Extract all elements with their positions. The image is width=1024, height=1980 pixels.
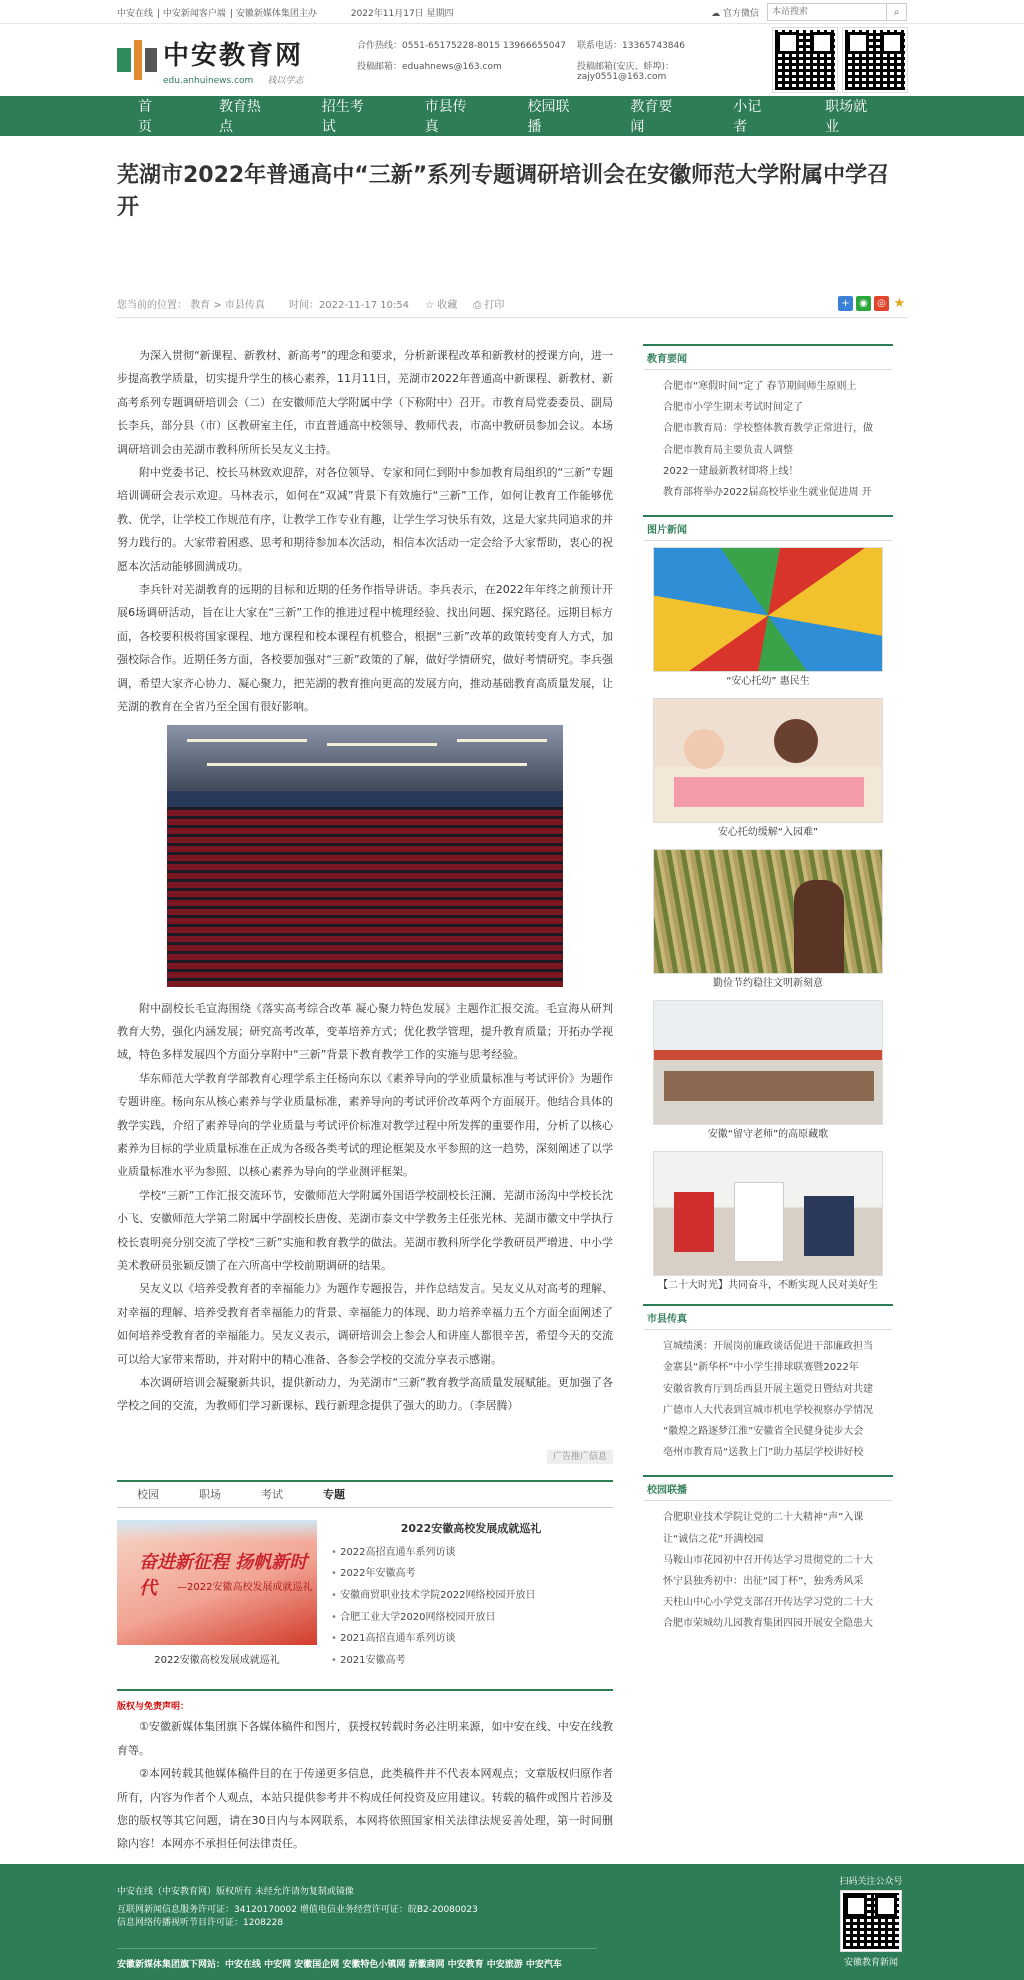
- top-link-group[interactable]: 安徽新媒体集团主办: [235, 8, 317, 19]
- footer-sites[interactable]: 安徽新媒体集团旗下网站：中安在线 中安网 安徽国企网 安徽特色小镇网 新徽商网 中安教育 中安旅游 中安汽车: [117, 1948, 597, 1970]
- ad-tag: 广告推广信息: [547, 1450, 613, 1464]
- topic-tabs: [117, 1480, 613, 1508]
- top-link-app[interactable]: 中安新闻客户端: [162, 8, 226, 19]
- campus-news-title[interactable]: 校园联播: [643, 1477, 893, 1501]
- photo-item[interactable]: [653, 698, 883, 843]
- logo-domain: edu.anhuinews.com: [163, 75, 254, 86]
- tab-topic[interactable]: 专题: [323, 1488, 345, 1502]
- edu-news-title[interactable]: 教育要闻: [643, 346, 893, 370]
- publish-time: 时间：2022-11-17 10:54: [288, 300, 410, 311]
- campus-news-box: [643, 1475, 893, 1638]
- photo-item[interactable]: [653, 547, 883, 692]
- news-item[interactable]: 合肥市“寒假时间”定了 春节期间师生原则上: [663, 381, 857, 392]
- star-icon: ☆: [425, 300, 435, 311]
- photo-thumb: [653, 849, 883, 974]
- topic-panel: [117, 1520, 613, 1672]
- breadcrumb: 您当前的位置： 教育 > 市县传真: [117, 300, 265, 311]
- wechat-icon: ☁: [711, 8, 721, 19]
- photo-caption: 【二十大时光】共同奋斗，不断实现人民对美好生: [658, 1280, 878, 1292]
- notice-heading: 版权与免责声明：: [117, 1702, 190, 1713]
- tab-career[interactable]: 职场: [199, 1488, 221, 1502]
- nav-hot[interactable]: 教育热点: [218, 99, 261, 135]
- article-paragraph: 附中副校长毛宣海围绕《落实高考综合改革 凝心聚力特色发展》主题作汇报交流。毛宣海从研判教育大势，强化内涵发展；研究高考改革，变革培养方式；优化教学管理，提升教育质量；开拓办学视域，特色多样发展四个方面分享附中“三新”背景下教育教学工作的实施与思考经验。: [117, 1001, 613, 1062]
- topic-item[interactable]: • 2021高招直通车系列访谈: [331, 1628, 611, 1650]
- topic-banner[interactable]: [117, 1520, 317, 1645]
- photo-item[interactable]: [653, 1000, 883, 1145]
- footer-copyright: 中安在线（中安教育网）版权所有 未经允许请勿复制或镜像: [117, 1887, 354, 1897]
- county-item[interactable]: 安徽省教育厅到岳西县开展主题党日暨结对共建: [663, 1383, 873, 1395]
- photo-caption: “安心托幼” 惠民生: [726, 676, 810, 688]
- campus-item[interactable]: 合肥市荣城幼儿园教育集团四园开展安全隐患大: [663, 1618, 873, 1630]
- campus-item[interactable]: 让“诚信之花”开满校园: [663, 1533, 764, 1545]
- article-paragraph: 学校“三新”工作汇报交流环节，安徽师范大学附属外国语学校副校长汪澜、芜湖市汤沟中学校长沈小飞、安徽师范大学第二附属中学副校长唐俊、芜湖市泰文中学教务主任张光林、芜湖市徽文中学执行校长袁明亮分别交流了学校“三新”实施和教育教学的做法。芜湖市教科所学化学教研员严增进、中小学美术教研员张颖反馈了在六所高中学校前期调研的结果。: [117, 1188, 613, 1272]
- search-input[interactable]: [768, 4, 886, 20]
- topic-item[interactable]: • 2022年安徽高考: [331, 1563, 611, 1585]
- article-meta: [117, 296, 907, 318]
- nav-exam[interactable]: 招生考试: [321, 99, 364, 135]
- photo-news-title[interactable]: 图片新闻: [643, 517, 893, 541]
- site-logo[interactable]: [117, 35, 327, 86]
- current-date: 2022年11月17日 星期四: [350, 8, 454, 19]
- share-bar: [838, 296, 907, 311]
- photo-thumb: [653, 1000, 883, 1125]
- logo-signature: 钱以学志: [267, 75, 304, 86]
- qr-code-icon: [773, 28, 837, 92]
- photo-thumb: [653, 547, 883, 672]
- news-item[interactable]: 合肥市教育局主要负责人调整: [663, 444, 793, 456]
- article-body: [117, 344, 613, 1856]
- article-paragraph: 华东师范大学教育学部教育心理学系主任杨向东以《素养导向的学业质量标准与考试评价》为题作专题讲座。杨向东从核心素养与学业质量标准，素养导向的考试评价改革两个方面展开。他结合具体的教学实践，介绍了素养导向的学业质量与考试评价标准对教学过程中所发挥的重要作用，分析了以核心素养为目标的学业质量标准在正成为各级各类考试的理论框架及水平参照的这一趋势，深刻阐述了以学业质量标准水平为参照、以核心素养为导向的学业测评框架。: [117, 1071, 613, 1179]
- news-item[interactable]: 合肥市小学生期末考试时间定了: [663, 402, 803, 414]
- county-news-box: [643, 1304, 893, 1467]
- photo-caption: 安徽“留守老师”的高原藏歌: [707, 1129, 829, 1141]
- qr-code-icon: [841, 1891, 901, 1951]
- site-search: [767, 3, 907, 21]
- site-header: [0, 24, 1024, 96]
- topic-caption[interactable]: 2022安徽高校发展成就巡礼: [154, 1654, 280, 1666]
- article-photo: [167, 725, 563, 987]
- news-item[interactable]: 2022一建最新教材即将上线！: [663, 465, 799, 477]
- search-icon: ⌕: [893, 6, 900, 18]
- weixin-link[interactable]: ☁ 官方微信: [711, 8, 759, 19]
- county-news-title[interactable]: 市县传真: [643, 1306, 893, 1330]
- banner-title: 奋进新征程 扬帆新时代: [139, 1551, 308, 1599]
- main-nav: [0, 96, 1024, 136]
- news-item[interactable]: 教育部将举办2022届高校毕业生就业促进周 开: [663, 487, 872, 499]
- county-item[interactable]: 广德市人大代表到宣城市机电学校视察办学情况: [663, 1404, 873, 1416]
- contact-line: 投稿邮箱：eduahnews@163.com: [357, 62, 502, 72]
- campus-item[interactable]: 怀宁县独秀初中：出征“园丁杯”，独秀秀风采: [663, 1576, 864, 1588]
- article-paragraph: 附中党委书记、校长马林致欢迎辞，对各位领导、专家和同仁到附中参加教育局组织的“三新”专题培训调研会表示欢迎。马林表示，如何在“双减”背景下有效施行“三新”工作，如何让教育工作能够优教、优学，让学校工作规范有序，让教学工作专业有趣，让学生学习快乐有效，这是大家共同追求的并努力践行的。大家带着困惑、思考和期待参加本次活动，相信本次活动一定会给予大家帮助，衷心的祝愿本次活动能够圆满成功。: [117, 466, 613, 573]
- photo-item[interactable]: [653, 849, 883, 994]
- logo-mark-icon: [117, 40, 157, 80]
- topic-item[interactable]: • 安徽商贸职业技术学院2022网络校园开放日: [331, 1585, 611, 1607]
- favorite-button[interactable]: ☆ 收藏: [425, 300, 458, 311]
- breadcrumb-link[interactable]: 教育 > 市县传真: [190, 300, 265, 311]
- nav-county[interactable]: 市县传真: [424, 99, 467, 135]
- county-item[interactable]: 金寨县“新华杯”中小学生排球联赛暨2022年: [663, 1362, 859, 1374]
- campus-item[interactable]: 马鞍山市花园初中召开传达学习贯彻党的二十大: [663, 1554, 873, 1566]
- banner-subtitle: —2022安徽高校发展成就巡礼: [177, 1581, 313, 1593]
- nav-career[interactable]: 职场就业: [825, 99, 868, 135]
- edu-news-box: [643, 344, 893, 507]
- tab-exam[interactable]: 考试: [261, 1488, 283, 1502]
- photo-caption: 安心托幼缓解“入园难”: [717, 827, 819, 839]
- share-plus-icon[interactable]: +: [838, 296, 853, 311]
- campus-item[interactable]: 合肥职业技术学院让党的二十大精神“声”入课: [663, 1512, 864, 1524]
- contact-info: [357, 38, 747, 82]
- topic-heading[interactable]: 2022安徽高校发展成就巡礼: [400, 1521, 542, 1535]
- footer-licenses: [117, 1904, 478, 1930]
- nav-home[interactable]: 首页: [138, 99, 152, 135]
- nav-reporter[interactable]: 小记者: [733, 99, 762, 135]
- article-paragraph: 本次调研培训会凝聚新共识，提供新动力，为芜湖市“三新”教育教学高质量发展赋能。更加强了各学校之间的交流，为教师们学习新课标、践行新理念提供了强大的助力。（李居腾）: [117, 1376, 613, 1413]
- article-paragraph: 为深入贯彻“新课程、新教材、新高考”的理念和要求，分析新课程改革和新教材的授课方向，进一步提高教学质量，切实提升学生的核心素养，11月11日，芜湖市2022年普通高中新课程、新教材、新高考系列专题调研培训会（二）在安徽师范大学附属中学（下称附中）召开。市教育局党委委员、副局长李兵，部分县（市）区教研室主任，市直普通高中校领导、教师代表，市高中教研员参加会议。本场调研培训会由芜湖市教科所所长吴友义主持。: [117, 349, 613, 456]
- contact-line: 合作热线：0551-65175228-8015 13966655047: [357, 41, 566, 51]
- footer-qr-caption: 安徽教育新闻: [843, 1958, 898, 1968]
- county-item[interactable]: 亳州市教育局“送教上门”助力基层学校讲好校: [663, 1447, 864, 1459]
- logo-name: 中安教育网: [163, 40, 304, 71]
- share-star-icon[interactable]: ★: [893, 296, 906, 311]
- footer-license: 互联网新闻信息服务许可证：34120170002 增值电信业务经营许可证：皖B2-20080023: [117, 1905, 478, 1915]
- notice-line: ①安徽新媒体集团旗下各媒体稿件和图片，获授权转载时务必注明来源，如中安在线、中安在线教育等。: [117, 1720, 613, 1757]
- topic-item[interactable]: • 2022高招直通车系列访谈: [331, 1542, 611, 1564]
- copyright-notice: [117, 1689, 613, 1855]
- search-button[interactable]: [886, 4, 906, 20]
- top-link-zaol[interactable]: 中安在线: [117, 8, 154, 19]
- footer-qr-title: 扫码关注公众号: [839, 1877, 903, 1887]
- notice-line: ②本网转载其他媒体稿件目的在于传递更多信息，此类稿件并不代表本网观点；文章版权归原作者所有，内容为作者个人观点，本站只提供参考并不构成任何投资及应用建议。转载的稿件或图片若涉及您的版权等其它问题，请在30日内与本网联系，本网将依照国家相关法律法规妥善处理，第一时间删除内容！本网亦不承担任何法律责任。: [117, 1767, 613, 1851]
- campus-item[interactable]: 天柱山中心小学党支部召开传达学习党的二十大: [663, 1597, 873, 1609]
- nav-campus[interactable]: 校园联播: [527, 99, 570, 135]
- share-weibo-icon[interactable]: ◎: [874, 296, 889, 311]
- tab-campus[interactable]: 校园: [137, 1488, 159, 1502]
- footer-license: 信息网络传播视听节目许可证：1208228: [117, 1918, 284, 1928]
- news-item[interactable]: 合肥市教育局：学校整体教育教学正常进行，做: [663, 423, 873, 435]
- footer-qr: [835, 1874, 907, 1968]
- photo-news-box: [643, 515, 893, 1296]
- photo-thumb: [653, 698, 883, 823]
- article-title: 芜湖市2022年普通高中“三新”系列专题调研培训会在安徽师范大学附属中学召开: [117, 163, 890, 220]
- contact-line: 联系电话：13365743846: [577, 41, 685, 51]
- nav-news[interactable]: 教育要闻: [630, 99, 673, 135]
- photo-item[interactable]: [653, 1151, 883, 1296]
- share-wechat-icon[interactable]: ◉: [856, 296, 871, 311]
- top-bar: [0, 0, 1024, 24]
- qr-code-icon: [843, 28, 907, 92]
- sidebar: [643, 344, 893, 1856]
- site-footer: [0, 1864, 1024, 1980]
- topic-item[interactable]: • 2021安徽高考: [331, 1650, 611, 1672]
- photo-thumb: [653, 1151, 883, 1276]
- article-paragraph: 吴友义以《培养受教育者的幸福能力》为题作专题报告，并作总结发言。吴友义从对高考的理解、对幸福的理解、培养受教育者幸福能力的背景、幸福能力的体现、助力培养幸福力五个方面全面阐述了如何培养受教育者的幸福能力。吴友义表示，调研培训会上参会人和讲座人都很辛苦，希望今天的交流可以给大家带来帮助，并对附中的精心准备、各参会学校的交流分享表示感谢。: [117, 1282, 613, 1366]
- county-item[interactable]: 宣城绩溪：开展岗前廉政谈话促进干部廉政担当: [663, 1341, 873, 1353]
- contact-line: 投稿邮箱(安庆、蚌埠)：zajy0551@163.com: [577, 62, 675, 82]
- printer-icon: ⎙: [473, 300, 482, 311]
- topic-item[interactable]: • 合肥工业大学2020网络校园开放日: [331, 1607, 611, 1629]
- print-button[interactable]: ⎙ 打印: [473, 300, 505, 311]
- top-links: 中安在线 | 中安新闻客户端 | 安徽新媒体集团主办: [117, 8, 317, 19]
- article-paragraph: 李兵针对芜湖教育的远期的目标和近期的任务作指导讲话。李兵表示，在2022年年终之前预计开展6场调研活动，旨在让大家在“三新”工作的推进过程中梳理经验、找出问题、探究路径。远期目标方面，各校要积极将国家课程、地方课程和校本课程有机整合，根据“三新”改革的政策转变育人方式，加强校际合作。近期任务方面，各校要加强对“三新”政策的了解，做好学情研究，做好考情研究。李兵强调，希望大家齐心协力、凝心聚力，把芜湖的教育推向更高的发展方向，推动基础教育高质量发展，让芜湖的教育在全省乃至全国有很好影响。: [117, 583, 613, 714]
- county-item[interactable]: “徽煌之路逐梦江淮”安徽省全民健身徒步大会: [663, 1426, 864, 1438]
- photo-caption: 勤俭节约稳往文明新刻意: [713, 978, 823, 990]
